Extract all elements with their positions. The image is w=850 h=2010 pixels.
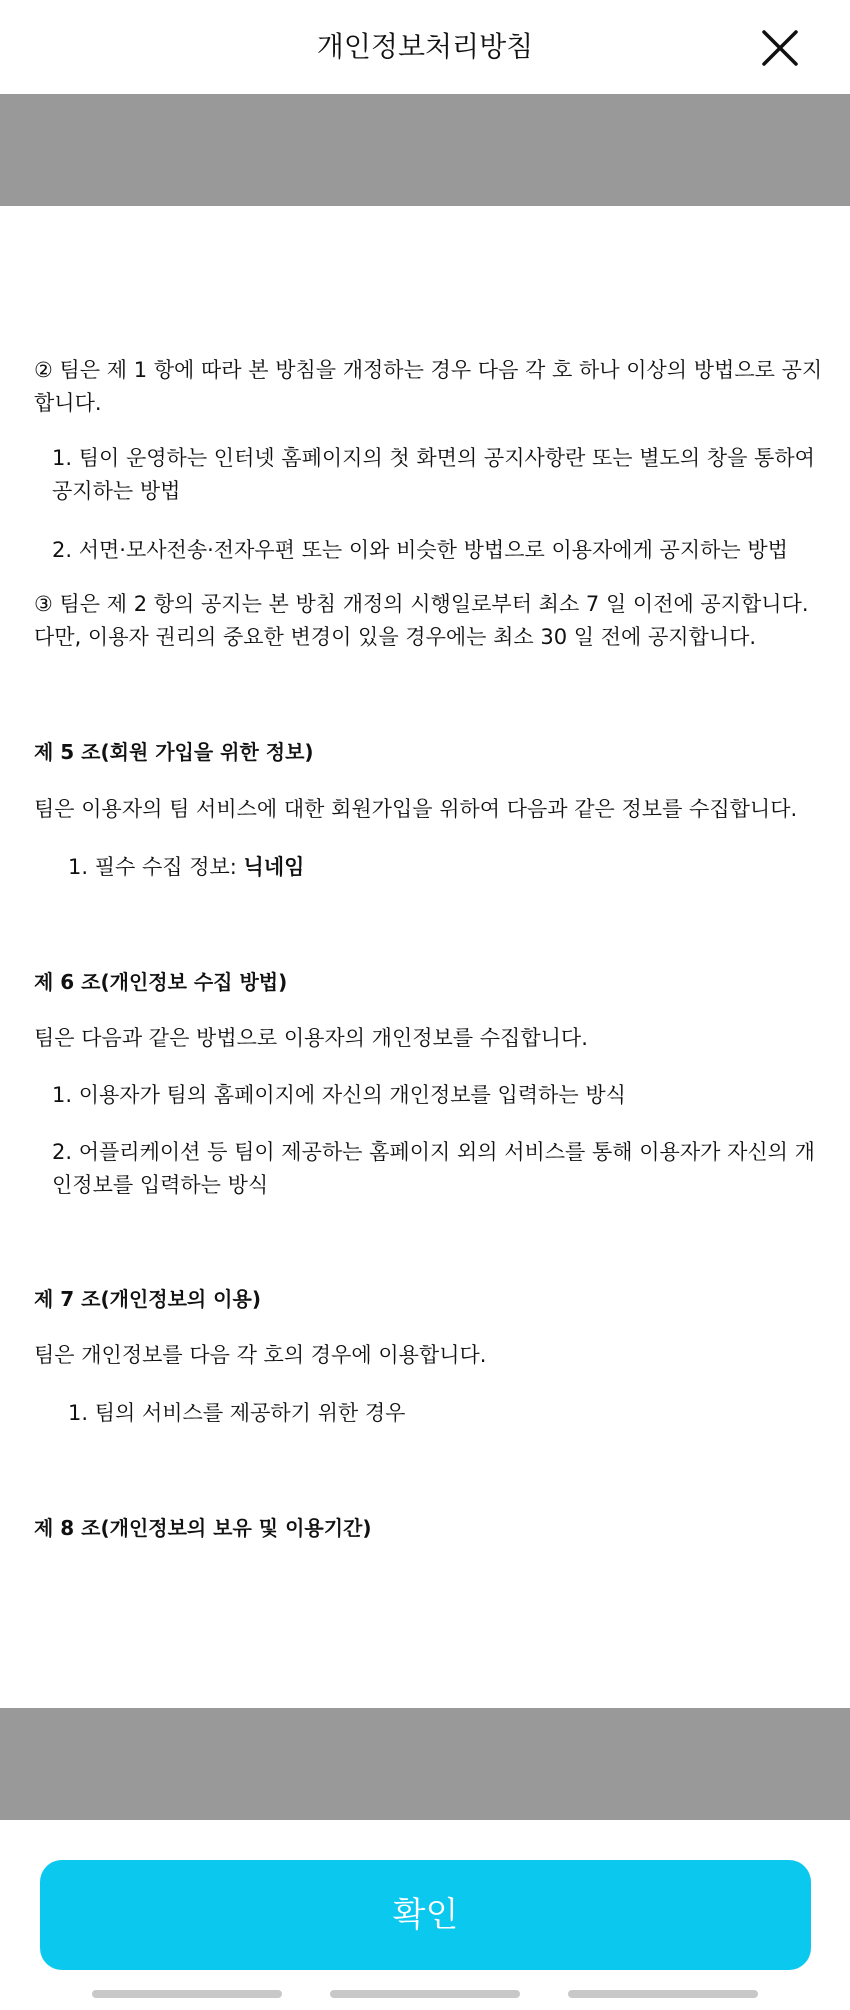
policy-list-item: 1. 이용자가 팀의 홈페이지에 자신의 개인정보를 입력하는 방식 <box>52 1083 626 1107</box>
close-icon <box>756 24 804 72</box>
close-button[interactable] <box>756 24 804 72</box>
bottom-gray-band <box>0 1708 850 1820</box>
header-bar <box>0 0 850 94</box>
policy-list-item: 1. 팀이 운영하는 인터넷 홈페이지의 첫 화면의 공지사항란 또는 별도의 창을 통하여 공지하는 방법 <box>52 446 815 503</box>
article-7-intro: 팀은 개인정보를 다음 각 호의 경우에 이용합니다. <box>34 1343 487 1367</box>
article-6-intro: 팀은 다음과 같은 방법으로 이용자의 개인정보를 수집합니다. <box>34 1026 588 1050</box>
top-gray-band <box>0 94 850 206</box>
policy-list-item: 2. 어플리케이션 등 팀이 제공하는 홈페이지 외의 서비스를 통해 이용자가 자신의 개인정보를 입력하는 방식 <box>52 1140 815 1197</box>
article-5-item-label: 1. 필수 수집 정보: <box>68 855 244 879</box>
policy-list-item: 2. 서면·모사전송·전자우편 또는 이와 비슷한 방법으로 이용자에게 공지하는 방법 <box>52 538 788 562</box>
policy-list-item: 1. 팀의 서비스를 제공하기 위한 경우 <box>68 1401 406 1425</box>
article-5-heading: 제 5 조(회원 가입을 위한 정보) <box>34 740 314 764</box>
policy-paragraph-3: ③ 팀은 제 2 항의 공지는 본 방침 개정의 시행일로부터 최소 7 일 이전에 공지합니다. 다만, 이용자 권리의 중요한 변경이 있을 경우에는 최소 30 일 전에 공지합니다. <box>34 592 809 649</box>
article-6-heading: 제 6 조(개인정보 수집 방법) <box>34 970 288 994</box>
article-7-heading: 제 7 조(개인정보의 이용) <box>34 1287 261 1311</box>
nav-indicator-right <box>568 1990 758 1998</box>
page-title: 개인정보처리방침 <box>316 30 534 63</box>
policy-paragraph-2: ② 팀은 제 1 항에 따라 본 방침을 개정하는 경우 다음 각 호 하나 이상의 방법으로 공지합니다. <box>34 358 823 415</box>
article-8-heading: 제 8 조(개인정보의 보유 및 이용기간) <box>34 1516 372 1540</box>
article-5-item-value: 닉네임 <box>243 855 305 879</box>
confirm-button[interactable]: 확인 <box>40 1860 811 1970</box>
nav-indicator-left <box>92 1990 282 1998</box>
policy-list-item <box>34 851 824 884</box>
article-5-intro: 팀은 이용자의 팀 서비스에 대한 회원가입을 위하여 다음과 같은 정보를 수집합니다. <box>34 797 798 821</box>
policy-content[interactable] <box>34 206 824 1708</box>
nav-indicator-center <box>330 1990 520 1998</box>
